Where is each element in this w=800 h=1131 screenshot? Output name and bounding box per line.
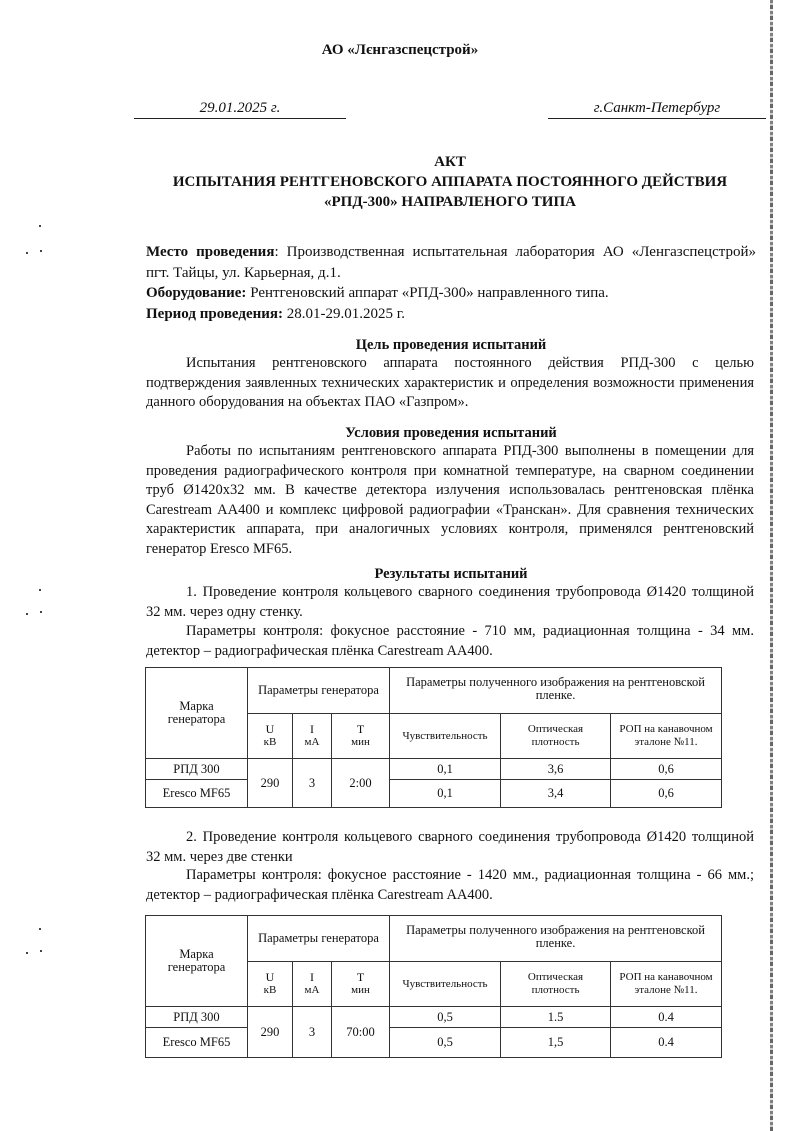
place-value: : Производственная испытательная лаборатория АО «Ленгазспецстрой» пгт. Тайцы, ул. Карьерная, д.1. <box>146 244 757 281</box>
goal-text: Испытания рентгеновского аппарата постоянного действия РПД-300 с целью подтверждения заявленных технических характеристик и определения возможности применения данного оборудования на объектах ПАО «Газпром». <box>146 355 754 410</box>
sub-opt-header: Оптическая плотность <box>501 714 611 759</box>
sub-i-unit: мА <box>304 736 320 748</box>
scan-speck <box>26 252 28 254</box>
col-brand-header: Марка генератора <box>146 668 248 759</box>
info-period <box>146 304 756 325</box>
test2-title <box>146 828 754 867</box>
table-row <box>146 780 722 808</box>
opt-cell: 3,4 <box>501 780 611 808</box>
test1-title-text: 1. Проведение контроля кольцевого сварного соединения трубопровода Ø1420 толщиной 32 мм. через одну стенку. <box>146 584 754 620</box>
sub-rop-header: РОП на канавочном эталоне №11. <box>611 714 722 759</box>
scan-speck <box>40 611 42 613</box>
period-value: 28.01-29.01.2025 г. <box>283 305 405 322</box>
test1-params-text: Параметры контроля: фокусное расстояние - 710 мм, радиационная толщина - 34 мм. детектор – радиографическая плёнка Carestream AA400. <box>146 623 754 659</box>
equipment-value: Рентгеновский аппарат «РПД-300» направленного типа. <box>246 285 609 301</box>
rop-cell: 0,6 <box>611 780 722 808</box>
sub-u-label: U <box>265 722 275 736</box>
scan-speck <box>39 589 41 591</box>
scan-speck <box>40 950 42 952</box>
info-equipment <box>146 283 756 304</box>
goal-paragraph <box>146 354 754 413</box>
scan-speck <box>40 250 42 252</box>
sub-u-header <box>248 962 293 1007</box>
document-title <box>140 152 760 212</box>
sub-i-unit: мА <box>304 984 320 996</box>
results-heading: Результаты испытаний <box>374 566 528 582</box>
title-line-3: «РПД-300» НАПРАВЛЕНОГО ТИПА <box>324 194 576 210</box>
sub-sens-header: Чувствительность <box>390 714 501 759</box>
sub-i-label: I <box>310 722 314 736</box>
table-row <box>146 1007 722 1028</box>
sub-t-label: T <box>356 722 365 736</box>
u-cell: 290 <box>248 1007 293 1058</box>
test1-params <box>146 622 754 661</box>
test1-results-table <box>145 667 722 808</box>
scan-speck <box>39 928 41 930</box>
scan-speck <box>26 952 28 954</box>
sub-sens-header: Чувствительность <box>390 962 501 1007</box>
u-cell: 290 <box>248 759 293 808</box>
sub-u-header <box>248 714 293 759</box>
brand-cell: РПД 300 <box>146 759 248 780</box>
goal-heading: Цель проведения испытаний <box>355 337 547 353</box>
col-image-params-header: Параметры полученного изображения на рентгеновской пленке. <box>390 668 722 714</box>
sub-u-unit: кВ <box>263 736 277 748</box>
col-brand-header: Марка генератора <box>146 916 248 1007</box>
test2-title-text: 2. Проведение контроля кольцевого сварного соединения трубопровода Ø1420 толщиной 32 мм. через две стенки <box>146 829 754 865</box>
brand-cell: Eresco MF65 <box>146 1028 248 1058</box>
brand-cell: Eresco MF65 <box>146 780 248 808</box>
sens-cell: 0,1 <box>390 780 501 808</box>
sub-t-header <box>332 962 390 1007</box>
i-cell: 3 <box>293 759 332 808</box>
info-place <box>146 242 756 283</box>
t-cell: 70:00 <box>332 1007 390 1058</box>
title-line-2: ИСПЫТАНИЯ РЕНТГЕНОВСКОГО АППАРАТА ПОСТОЯННОГО ДЕЙСТВИЯ <box>172 174 728 190</box>
col-gen-params-header: Параметры генератора <box>248 668 390 714</box>
sens-cell: 0,5 <box>390 1028 501 1058</box>
scan-speck <box>39 225 41 227</box>
scan-speck <box>26 613 28 615</box>
document-date: 29.01.2025 г. <box>134 100 346 119</box>
test2-params-text: Параметры контроля: фокусное расстояние - 1420 мм., радиационная толщина - 66 мм.; детектор – радиографическая плёнка Carestream AA400. <box>146 867 754 903</box>
col-image-params-header: Параметры полученного изображения на рентгеновской пленке. <box>390 916 722 962</box>
equipment-label: Оборудование: <box>146 285 247 301</box>
opt-cell: 3,6 <box>501 759 611 780</box>
sub-u-label: U <box>265 970 275 984</box>
table-row <box>146 1028 722 1058</box>
test1-title <box>146 583 754 622</box>
conditions-paragraph <box>146 442 754 559</box>
sub-t-unit: мин <box>351 984 370 996</box>
opt-cell: 1.5 <box>501 1007 611 1028</box>
document-city: г.Санкт-Петербург <box>548 100 766 119</box>
period-label: Период проведения: <box>146 305 284 322</box>
sens-cell: 0,5 <box>390 1007 501 1028</box>
sub-u-unit: кВ <box>263 984 277 996</box>
place-label: Место проведения <box>146 244 275 260</box>
rop-cell: 0,6 <box>611 759 722 780</box>
rop-cell: 0.4 <box>611 1028 722 1058</box>
table-row <box>146 759 722 780</box>
company-name: АО «Лєнгазспецстрой» <box>321 42 479 58</box>
conditions-heading: Условия проведения испытаний <box>345 425 557 441</box>
info-block <box>146 242 756 324</box>
sub-i-label: I <box>310 970 314 984</box>
test2-results-table <box>145 915 722 1058</box>
brand-cell: РПД 300 <box>146 1007 248 1028</box>
t-cell: 2:00 <box>332 759 390 808</box>
sub-t-label: T <box>356 970 365 984</box>
sub-t-header <box>332 714 390 759</box>
opt-cell: 1,5 <box>501 1028 611 1058</box>
i-cell: 3 <box>293 1007 332 1058</box>
col-gen-params-header: Параметры генератора <box>248 916 390 962</box>
sub-i-header <box>293 714 332 759</box>
test2-params <box>146 866 754 905</box>
sub-opt-header: Оптическая плотность <box>501 962 611 1007</box>
sub-rop-header: РОП на канавочном эталоне №11. <box>611 962 722 1007</box>
sub-t-unit: мин <box>351 736 370 748</box>
scan-edge-artifact <box>770 0 773 1131</box>
sub-i-header <box>293 962 332 1007</box>
sens-cell: 0,1 <box>390 759 501 780</box>
title-line-1: АКТ <box>434 154 466 170</box>
conditions-text: Работы по испытаниям рентгеновского аппарата РПД-300 выполнены в помещении для проведения радиографического контроля при комнатной температуре, на сварном соединении труб Ø1420x32 мм. В качестве детектора излучения использовалась рентгеновская плёнка Carestream AA400 и комплекс цифровой радиографии «Транскан». Для сравнения технических характеристик аппарата, при аналогичных условиях контроля, применялся рентгеновский генератор Eresco MF65. <box>146 443 754 557</box>
rop-cell: 0.4 <box>611 1007 722 1028</box>
